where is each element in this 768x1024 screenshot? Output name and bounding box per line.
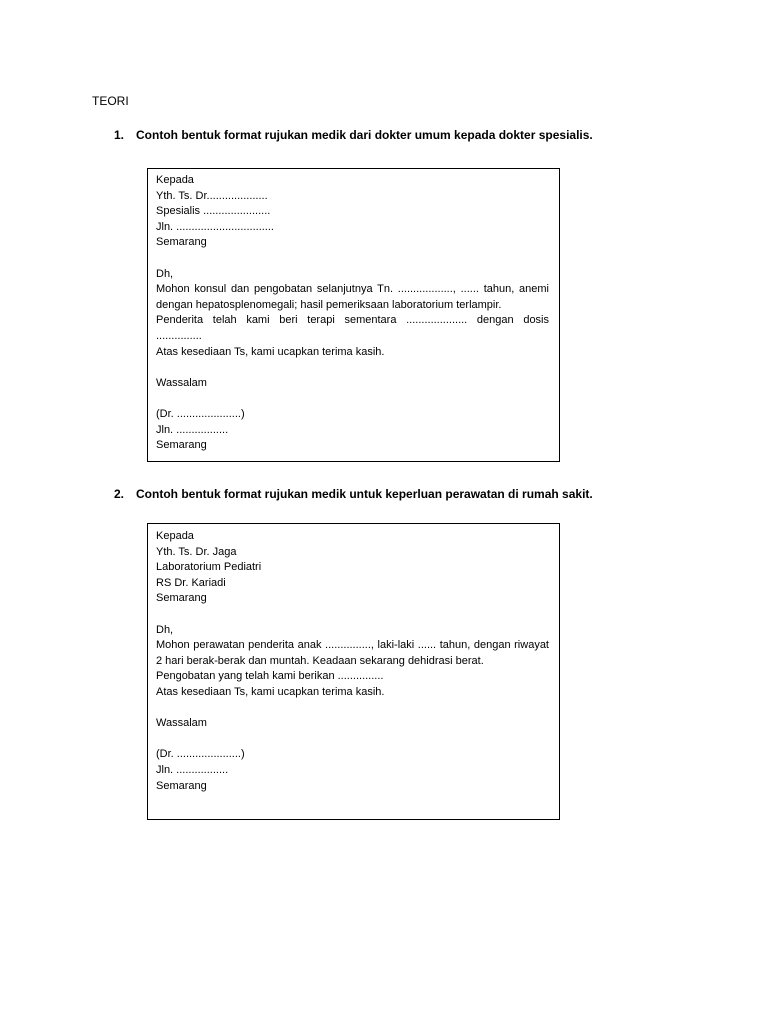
letter-1-salutation: Dh, bbox=[156, 267, 174, 280]
spacer bbox=[156, 701, 549, 717]
item-1-title-text: Contoh bentuk format rujukan medik dari dokter umum kepada dokter spesialis. bbox=[136, 128, 593, 142]
item-2-title-text: Contoh bentuk format rujukan medik untuk keperluan perawatan di rumah sakit. bbox=[136, 487, 593, 501]
letter-2-address-line: RS Dr. Kariadi bbox=[156, 576, 226, 589]
letter-2-signature: (Dr. .....................) bbox=[156, 748, 245, 761]
letter-2-salutation: Dh, bbox=[156, 623, 174, 636]
spacer bbox=[156, 732, 549, 748]
referral-letter-1 bbox=[147, 168, 560, 462]
spacer bbox=[156, 360, 549, 376]
letter-1-address-line: Kepada bbox=[156, 174, 194, 186]
letter-2-address-line: Semarang bbox=[156, 592, 207, 605]
spacer bbox=[156, 391, 549, 407]
item-2-title bbox=[114, 487, 593, 501]
referral-letter-2 bbox=[147, 523, 560, 820]
letter-1-address-line: Jln. ................................ bbox=[156, 220, 274, 233]
letter-2-thanks: Atas kesediaan Ts, kami ucapkan terima kasih. bbox=[156, 685, 385, 698]
letter-2-signature-address: Jln. ................. bbox=[156, 763, 229, 776]
letter-2-address-line: Kepada bbox=[156, 530, 194, 542]
letter-2-paragraph-1: Mohon perawatan penderita anak ..............., laki-laki ...... tahun, dengan riwayat 2 hari berak-berak dan muntah. Keadaan sekarang dehidrasi berat. bbox=[156, 639, 549, 667]
section-heading: TEORI bbox=[92, 94, 129, 108]
letter-2-paragraph-2: Pengobatan yang telah kami berikan ............... bbox=[156, 670, 384, 683]
letter-1-paragraph-2-line-1: Penderita telah kami beri terapi sementara .................... dengan dosis bbox=[156, 314, 549, 327]
item-1-number: 1. bbox=[114, 128, 125, 142]
letter-1-signature: (Dr. .....................) bbox=[156, 407, 245, 420]
letter-2-closing: Wassalam bbox=[156, 717, 207, 730]
item-1-title bbox=[114, 128, 593, 142]
letter-2-signature-city: Semarang bbox=[156, 779, 207, 792]
letter-2-address-line: Yth. Ts. Dr. Jaga bbox=[156, 545, 237, 558]
letter-1-address-line: Yth. Ts. Dr.................... bbox=[156, 189, 268, 202]
letter-1-address-line: Semarang bbox=[156, 236, 207, 249]
letter-1-closing: Wassalam bbox=[156, 376, 207, 389]
item-2-number: 2. bbox=[114, 487, 125, 501]
letter-1-address-line: Spesialis ...................... bbox=[156, 205, 271, 218]
spacer bbox=[156, 607, 549, 623]
letter-1-thanks: Atas kesediaan Ts, kami ucapkan terima kasih. bbox=[156, 345, 385, 358]
letter-1-paragraph-2-line-2: ............... bbox=[156, 329, 202, 342]
letter-1-paragraph-1: Mohon konsul dan pengobatan selanjutnya Tn. .................., ...... tahun, anemi dengan hepatosplenomegali; hasil pemeriksaan laboratorium terlampir. bbox=[156, 283, 549, 311]
spacer bbox=[156, 251, 549, 267]
letter-1-signature-city: Semarang bbox=[156, 439, 207, 452]
letter-2-address-line: Laboratorium Pediatri bbox=[156, 561, 262, 574]
letter-1-signature-address: Jln. ................. bbox=[156, 423, 229, 436]
